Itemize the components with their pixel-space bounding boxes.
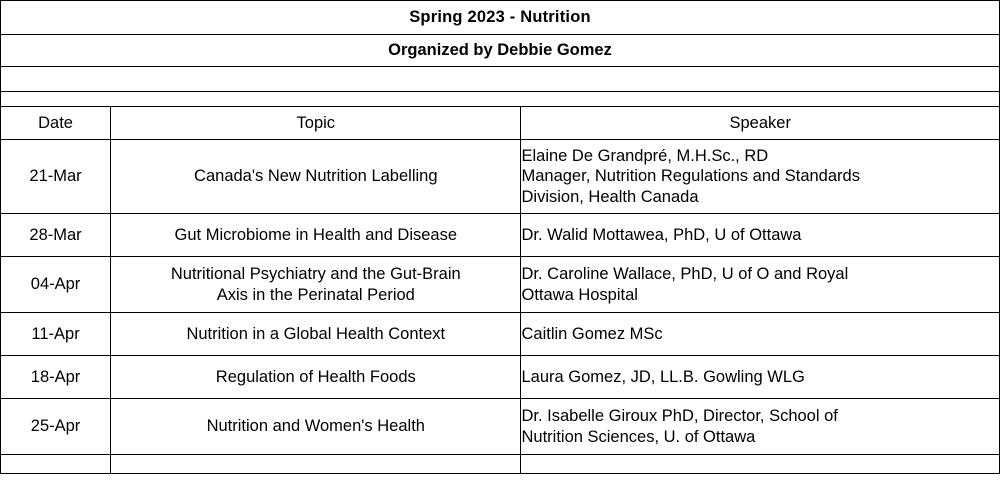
table-row xyxy=(1,399,1000,455)
row-date: 04-Apr xyxy=(1,257,111,313)
row-speaker-line: Division, Health Canada xyxy=(521,187,699,206)
row-speaker xyxy=(521,356,1000,399)
column-header-topic: Topic xyxy=(111,107,521,140)
row-speaker-line: Laura Gomez, JD, LL.B. Gowling WLG xyxy=(521,367,805,386)
row-topic xyxy=(111,313,521,356)
table-row xyxy=(1,313,1000,356)
page-title: Spring 2023 - Nutrition xyxy=(1,1,1000,35)
table-header-row xyxy=(1,107,1000,140)
row-topic-line: Regulation of Health Foods xyxy=(215,367,416,386)
row-speaker-line: Elaine De Grandpré, M.H.Sc., RD xyxy=(521,146,769,165)
row-topic-line: Nutrition in a Global Health Context xyxy=(186,324,446,343)
table-row xyxy=(1,257,1000,313)
row-speaker-line: Caitlin Gomez MSc xyxy=(521,324,663,343)
gap-cell xyxy=(1,92,1000,107)
row-date xyxy=(1,455,111,474)
spacer-cell xyxy=(1,67,1000,92)
row-speaker-line: Manager, Nutrition Regulations and Standards xyxy=(521,167,860,186)
row-speaker xyxy=(521,399,1000,455)
title-row xyxy=(1,1,1000,35)
row-speaker-line: Ottawa Hospital xyxy=(521,285,638,304)
row-speaker-line: Nutrition Sciences, U. of Ottawa xyxy=(521,427,756,446)
gap-row xyxy=(1,92,1000,107)
row-topic xyxy=(111,140,521,214)
row-topic xyxy=(111,399,521,455)
row-topic-line: Nutrition and Women's Health xyxy=(206,417,425,436)
row-topic-line: Axis in the Perinatal Period xyxy=(216,285,415,304)
column-header-speaker: Speaker xyxy=(521,107,1000,140)
row-date: 28-Mar xyxy=(1,214,111,257)
row-speaker-line: Dr. Isabelle Giroux PhD, Director, School of xyxy=(521,406,838,425)
spacer-row xyxy=(1,67,1000,92)
table-row xyxy=(1,455,1000,474)
row-topic-line: Canada's New Nutrition Labelling xyxy=(194,167,438,186)
row-topic-line: Gut Microbiome in Health and Disease xyxy=(174,225,458,244)
row-speaker xyxy=(521,214,1000,257)
row-topic xyxy=(111,455,521,474)
row-speaker xyxy=(521,455,1000,474)
row-date: 21-Mar xyxy=(1,140,111,214)
table-row xyxy=(1,356,1000,399)
row-topic xyxy=(111,214,521,257)
subtitle-row xyxy=(1,35,1000,67)
row-topic-line: Nutritional Psychiatry and the Gut-Brain xyxy=(170,264,461,283)
table-row xyxy=(1,140,1000,214)
row-topic xyxy=(111,356,521,399)
row-speaker xyxy=(521,140,1000,214)
organizer-subtitle: Organized by Debbie Gomez xyxy=(1,35,1000,67)
row-speaker-line: Dr. Walid Mottawea, PhD, U of Ottawa xyxy=(521,225,802,244)
row-speaker xyxy=(521,313,1000,356)
table-row xyxy=(1,214,1000,257)
row-date: 18-Apr xyxy=(1,356,111,399)
row-date: 11-Apr xyxy=(1,313,111,356)
row-date: 25-Apr xyxy=(1,399,111,455)
column-header-date: Date xyxy=(1,107,111,140)
row-speaker xyxy=(521,257,1000,313)
row-topic xyxy=(111,257,521,313)
row-speaker-line: Dr. Caroline Wallace, PhD, U of O and Royal xyxy=(521,264,849,283)
